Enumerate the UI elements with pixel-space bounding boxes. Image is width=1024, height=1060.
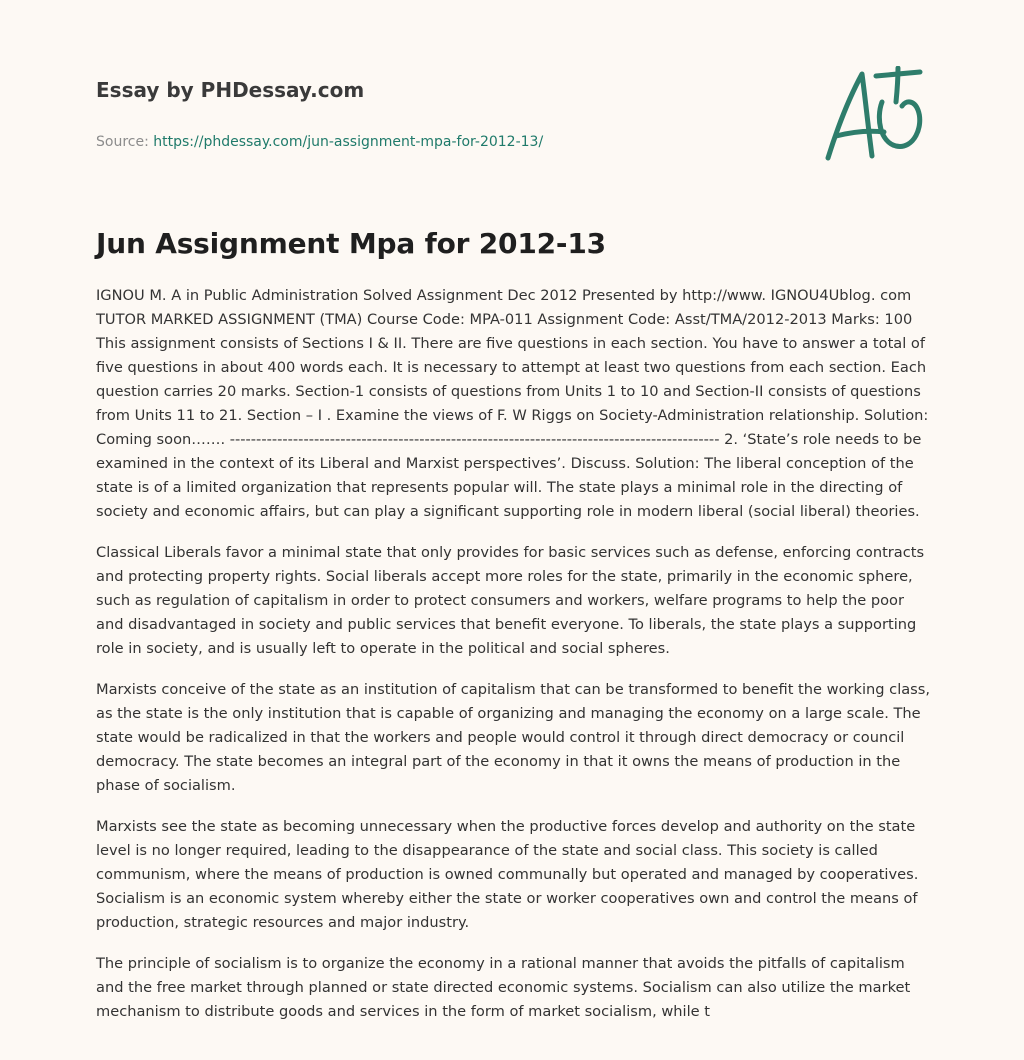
paragraph: Classical Liberals favor a minimal state that only provides for basic services such as defense, enforcing contracts and protecting property rights. Social liberals accept more roles for the state, primarily in the economic sphere, such as regulation of capitalism in order to protect consumers and workers, welfare programs to help the poor and disadvantaged in society and public services that benefit everyone. To liberals, the state plays a supporting role in society, and is usually left to operate in the political and social spheres.: [96, 544, 925, 657]
letter-a-strokes: [828, 74, 872, 158]
source-line: [96, 133, 816, 151]
document-title: Jun Assignment Mpa for 2012-13: [96, 227, 606, 260]
plus-vertical-stroke: [896, 68, 898, 102]
smile-curve: [879, 102, 919, 147]
a-plus-grade-icon: [818, 66, 934, 166]
a-plus-logo-svg: [818, 66, 934, 166]
source-link[interactable]: https://phdessay.com/jun-assignment-mpa-for-2012-13/: [153, 134, 544, 150]
paragraph: Marxists see the state as becoming unnecessary when the productive forces develop and authority on the state level is no longer required, leading to the disappearance of the state and social class. This society is called communism, where the means of production is owned communally but operated and managed by cooperatives. Socialism is an economic system whereby either the state or worker cooperatives own and control the means of production, strategic resources and major industry.: [96, 818, 919, 931]
paragraph: The principle of socialism is to organize the economy in a rational manner that avoids the pitfalls of capitalism and the free market through planned or state directed economic systems. Socialism can also utilize the market mechanism to distribute goods and services in the form of market socialism, while t: [96, 955, 911, 1020]
essay-body: [96, 284, 932, 1041]
source-label: Source:: [96, 134, 154, 150]
site-title: Essay by PHDessay.com: [96, 78, 365, 102]
header: [96, 76, 816, 151]
paragraph: IGNOU M. A in Public Administration Solved Assignment Dec 2012 Presented by http://www. IGNOU4Ublog. com TUTOR MARKED ASSIGNMENT (TMA) Course Code: MPA-011 Assignment Code: Asst/TMA/2012-2013 Marks: 100 This assignment consists of Sections I & II. There are five questions in each section. You have to answer a total of five questions in about 400 words each. It is necessary to attempt at least two questions from each section. Each question carries 20 marks. Section-1 consists of questions from Units 1 to 10 and Section-II consists of questions from Units 11 to 21. Section – I . Examine the views of F. W Riggs on Society-Administration relationship. Solution: Coming soon……. --------------------------------------------------------------------------------------------- 2. ‘State’s role needs to be examined in the context of its Liberal and Marxist perspectives’. Discuss. Solution: The liberal conception of the state is of a limited organization that represents popular will. The state plays a minimal role in the directing of society and economic affairs, but can play a significant supporting role in modern liberal (social liberal) theories.: [96, 287, 929, 520]
paragraph: Marxists conceive of the state as an institution of capitalism that can be transformed to benefit the working class, as the state is the only institution that is capable of organizing and managing the economy on a large scale. The state would be radicalized in that the workers and people would control it through direct democracy or council democracy. The state becomes an integral part of the economy in that it owns the means of production in the phase of socialism.: [96, 681, 931, 794]
letter-a-crossbar: [836, 131, 884, 136]
